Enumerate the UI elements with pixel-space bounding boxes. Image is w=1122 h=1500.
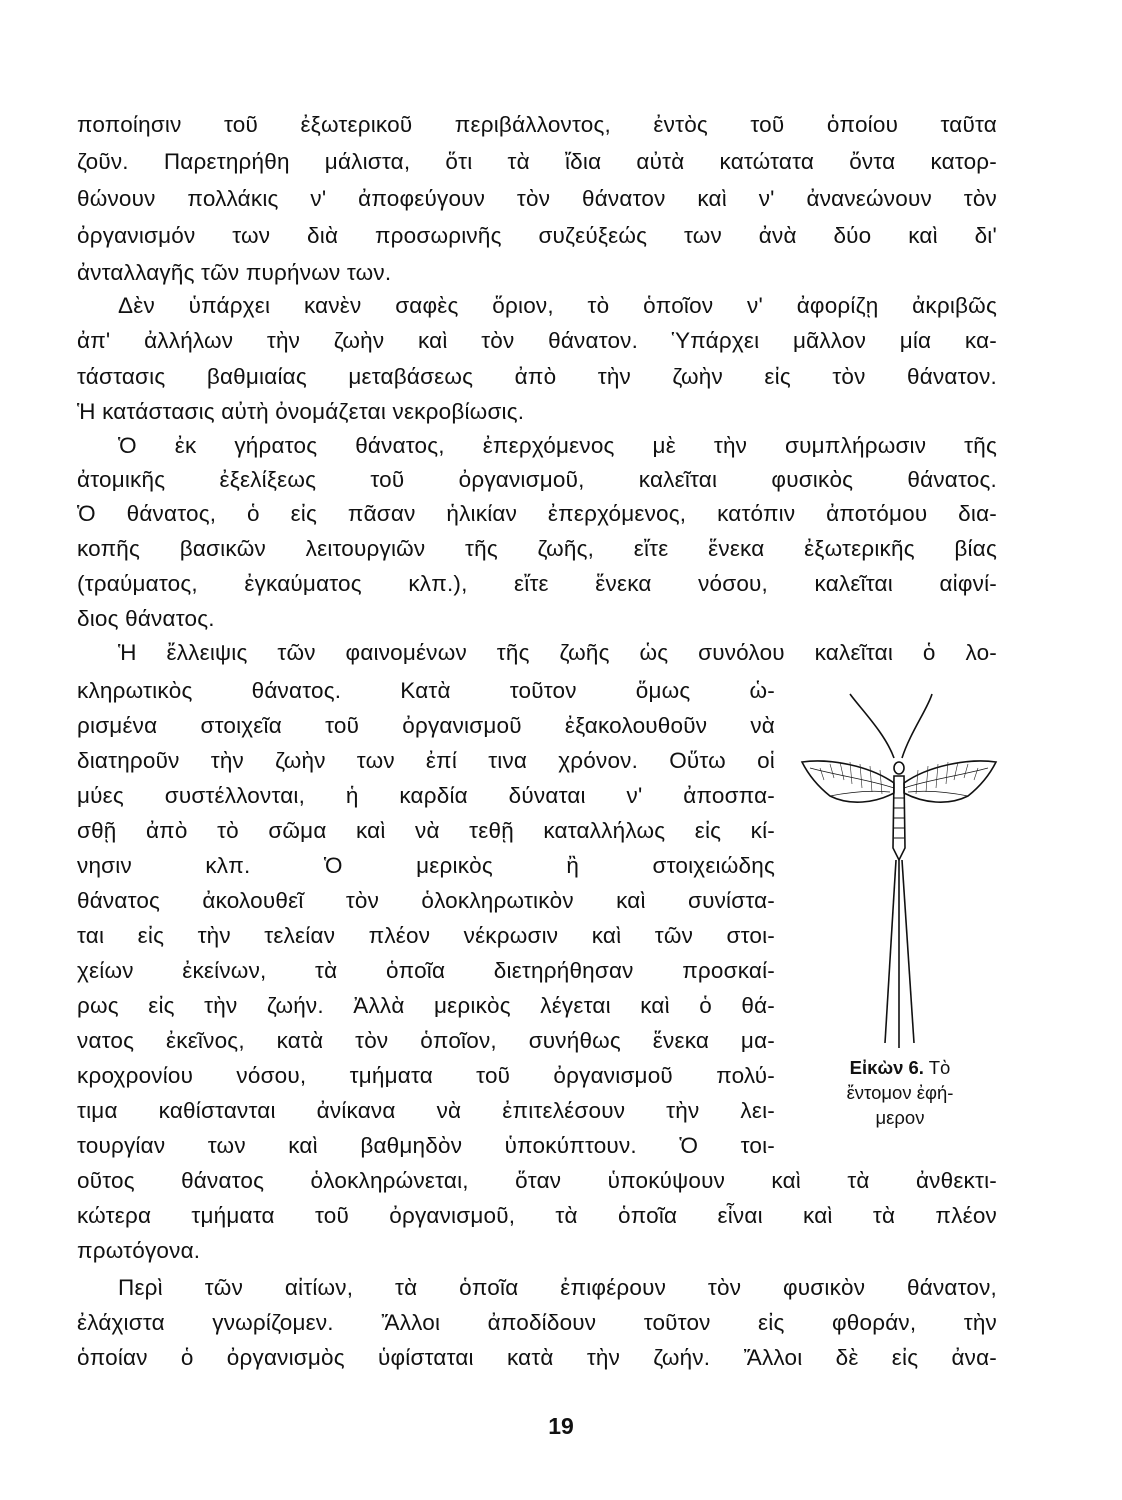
text-line: πρωτόγονα.: [77, 1238, 201, 1263]
text-line: οῦτος θάνατος ὁλοκληρώνεται, ὅταν ὑποκύψουν καὶ τὰ ἀνθεκτι-: [77, 1168, 997, 1193]
text-line: (τραύματος, ἐγκαύματος κλπ.), εἴτε ἕνεκα νόσου, καλεῖται αἰφνί-: [77, 571, 997, 596]
figure-caption-text: Τὸ: [928, 1057, 951, 1078]
text-line: κροχρονίου νόσου, τμήματα τοῦ ὀργανισμοῦ πολύ-: [77, 1063, 775, 1088]
text-line: Δὲν ὑπάρχει κανὲν σαφὲς ὅριον, τὸ ὁποῖον ν' ἀφορίζῃ ἀκριβῶς: [118, 293, 997, 318]
text-line: νησιν κλπ. Ὁ μερικὸς ἢ στοιχειώδης: [77, 853, 775, 878]
text-line-nekrobiosis: Ἡ κατάστασις αὐτὴ ὀνομάζεται νεκροβίωσις.: [77, 399, 525, 424]
text-line: θάνατος ἀκολουθεῖ τὸν ὁλοκληρωτικὸν καὶ συνίστα-: [77, 888, 775, 913]
text-line: ζοῦν. Παρετηρήθη μάλιστα, ὅτι τὰ ἴδια αὐτὰ κατώτατα ὄντα κατορ-: [77, 149, 997, 174]
text-line: ἀνταλλαγῆς τῶν πυρήνων των.: [77, 260, 392, 285]
page-number: 19: [548, 1413, 574, 1439]
mayfly-illustration: [790, 688, 1010, 1088]
text-line: Ὁ ἐκ γήρατος θάνατος, ἐπερχόμενος μὲ τὴν συμπλήρωσιν τῆς: [118, 433, 997, 458]
text-line: ρως εἰς τὴν ζωήν. Ἀλλὰ μερικὸς λέγεται καὶ ὁ θά-: [77, 993, 775, 1018]
text-line: ται εἰς τὴν τελείαν πλέον νέκρωσιν καὶ τῶν στοι-: [77, 923, 775, 948]
figure-caption-text: μερον: [875, 1107, 925, 1128]
text-line: τάστασις βαθμιαίας μεταβάσεως ἀπὸ τὴν ζωὴν εἰς τὸν θάνατον.: [77, 364, 997, 389]
text-line: ποποίησιν τοῦ ἐξωτερικοῦ περιβάλλοντος, ἐντὸς τοῦ ὁποίου ταῦτα: [77, 112, 997, 137]
text-line: διατηροῦν τὴν ζωὴν των ἐπί τινα χρόνον. Οὕτω οἱ: [77, 748, 775, 773]
figure-caption: [815, 1055, 985, 1130]
text-line: διος θάνατος.: [77, 606, 215, 631]
text-line: θώνουν πολλάκις ν' ἀποφεύγουν τὸν θάνατον καὶ ν' ἀνανεώνουν τὸν: [77, 186, 997, 211]
text-line: Ὁ θάνατος, ὁ εἰς πᾶσαν ἡλικίαν ἐπερχόμενος, κατόπιν ἀποτόμου δια-: [77, 501, 997, 526]
text-line: κώτερα τμήματα τοῦ ὀργανισμοῦ, τὰ ὁποῖα εἶναι καὶ τὰ πλέον: [77, 1203, 997, 1228]
text-line: τουργίαν των καὶ βαθμηδὸν ὑποκύπτουν. Ὁ τοι-: [77, 1133, 775, 1158]
text-line: ὀργανισμόν των διὰ προσωρινῆς συζεύξεώς των ἀνὰ δύο καὶ δι': [77, 223, 997, 248]
text-line: νατος ἐκεῖνος, κατὰ τὸν ὁποῖον, συνήθως ἕνεκα μα-: [77, 1028, 775, 1053]
text-line: μύες συστέλλονται, ἡ καρδία δύναται ν' ἀποσπα-: [77, 783, 775, 808]
text-line: χείων ἐκείνων, τὰ ὁποῖα διετηρήθησαν προσκαί-: [77, 958, 775, 983]
text-line: τιμα καθίστανται ἀνίκανα νὰ ἐπιτελέσουν τὴν λει-: [77, 1098, 775, 1123]
text-line: ρισμένα στοιχεῖα τοῦ ὀργανισμοῦ ἐξακολουθοῦν νὰ: [77, 713, 775, 738]
figure-caption-text: ἔντομον ἐφή-: [846, 1082, 954, 1103]
text-line: ἀπ' ἀλλήλων τὴν ζωὴν καὶ τὸν θάνατον. Ὑπάρχει μᾶλλον μία κα-: [77, 328, 997, 353]
text-line: σθῇ ἀπὸ τὸ σῶμα καὶ νὰ τεθῇ καταλλήλως εἰς κί-: [77, 818, 775, 843]
text-line: ὁποίαν ὁ ὀργανισμὸς ὑφίσταται κατὰ τὴν ζωήν. Ἄλλοι δὲ εἰς ἀνα-: [77, 1345, 997, 1370]
text-line: κληρωτικὸς θάνατος. Κατὰ τοῦτον ὅμως ὡ-: [77, 678, 775, 703]
text-line: Περὶ τῶν αἰτίων, τὰ ὁποῖα ἐπιφέρουν τὸν φυσικὸν θάνατον,: [118, 1275, 997, 1300]
text-line: ἐλάχιστα γνωρίζομεν. Ἄλλοι ἀποδίδουν τοῦτον εἰς φθοράν, τὴν: [77, 1310, 997, 1335]
text-line: κοπῆς βασικῶν λειτουργιῶν τῆς ζωῆς, εἴτε ἕνεκα ἐξωτερικῆς βίας: [77, 536, 997, 561]
figure-label: Εἰκὼν 6.: [849, 1057, 924, 1078]
text-line: ἀτομικῆς ἐξελίξεως τοῦ ὀργανισμοῦ, καλεῖται φυσικὸς θάνατος.: [77, 467, 997, 492]
text-line: Ἡ ἔλλειψις τῶν φαινομένων τῆς ζωῆς ὡς συνόλου καλεῖται ὁ λο-: [118, 640, 997, 665]
